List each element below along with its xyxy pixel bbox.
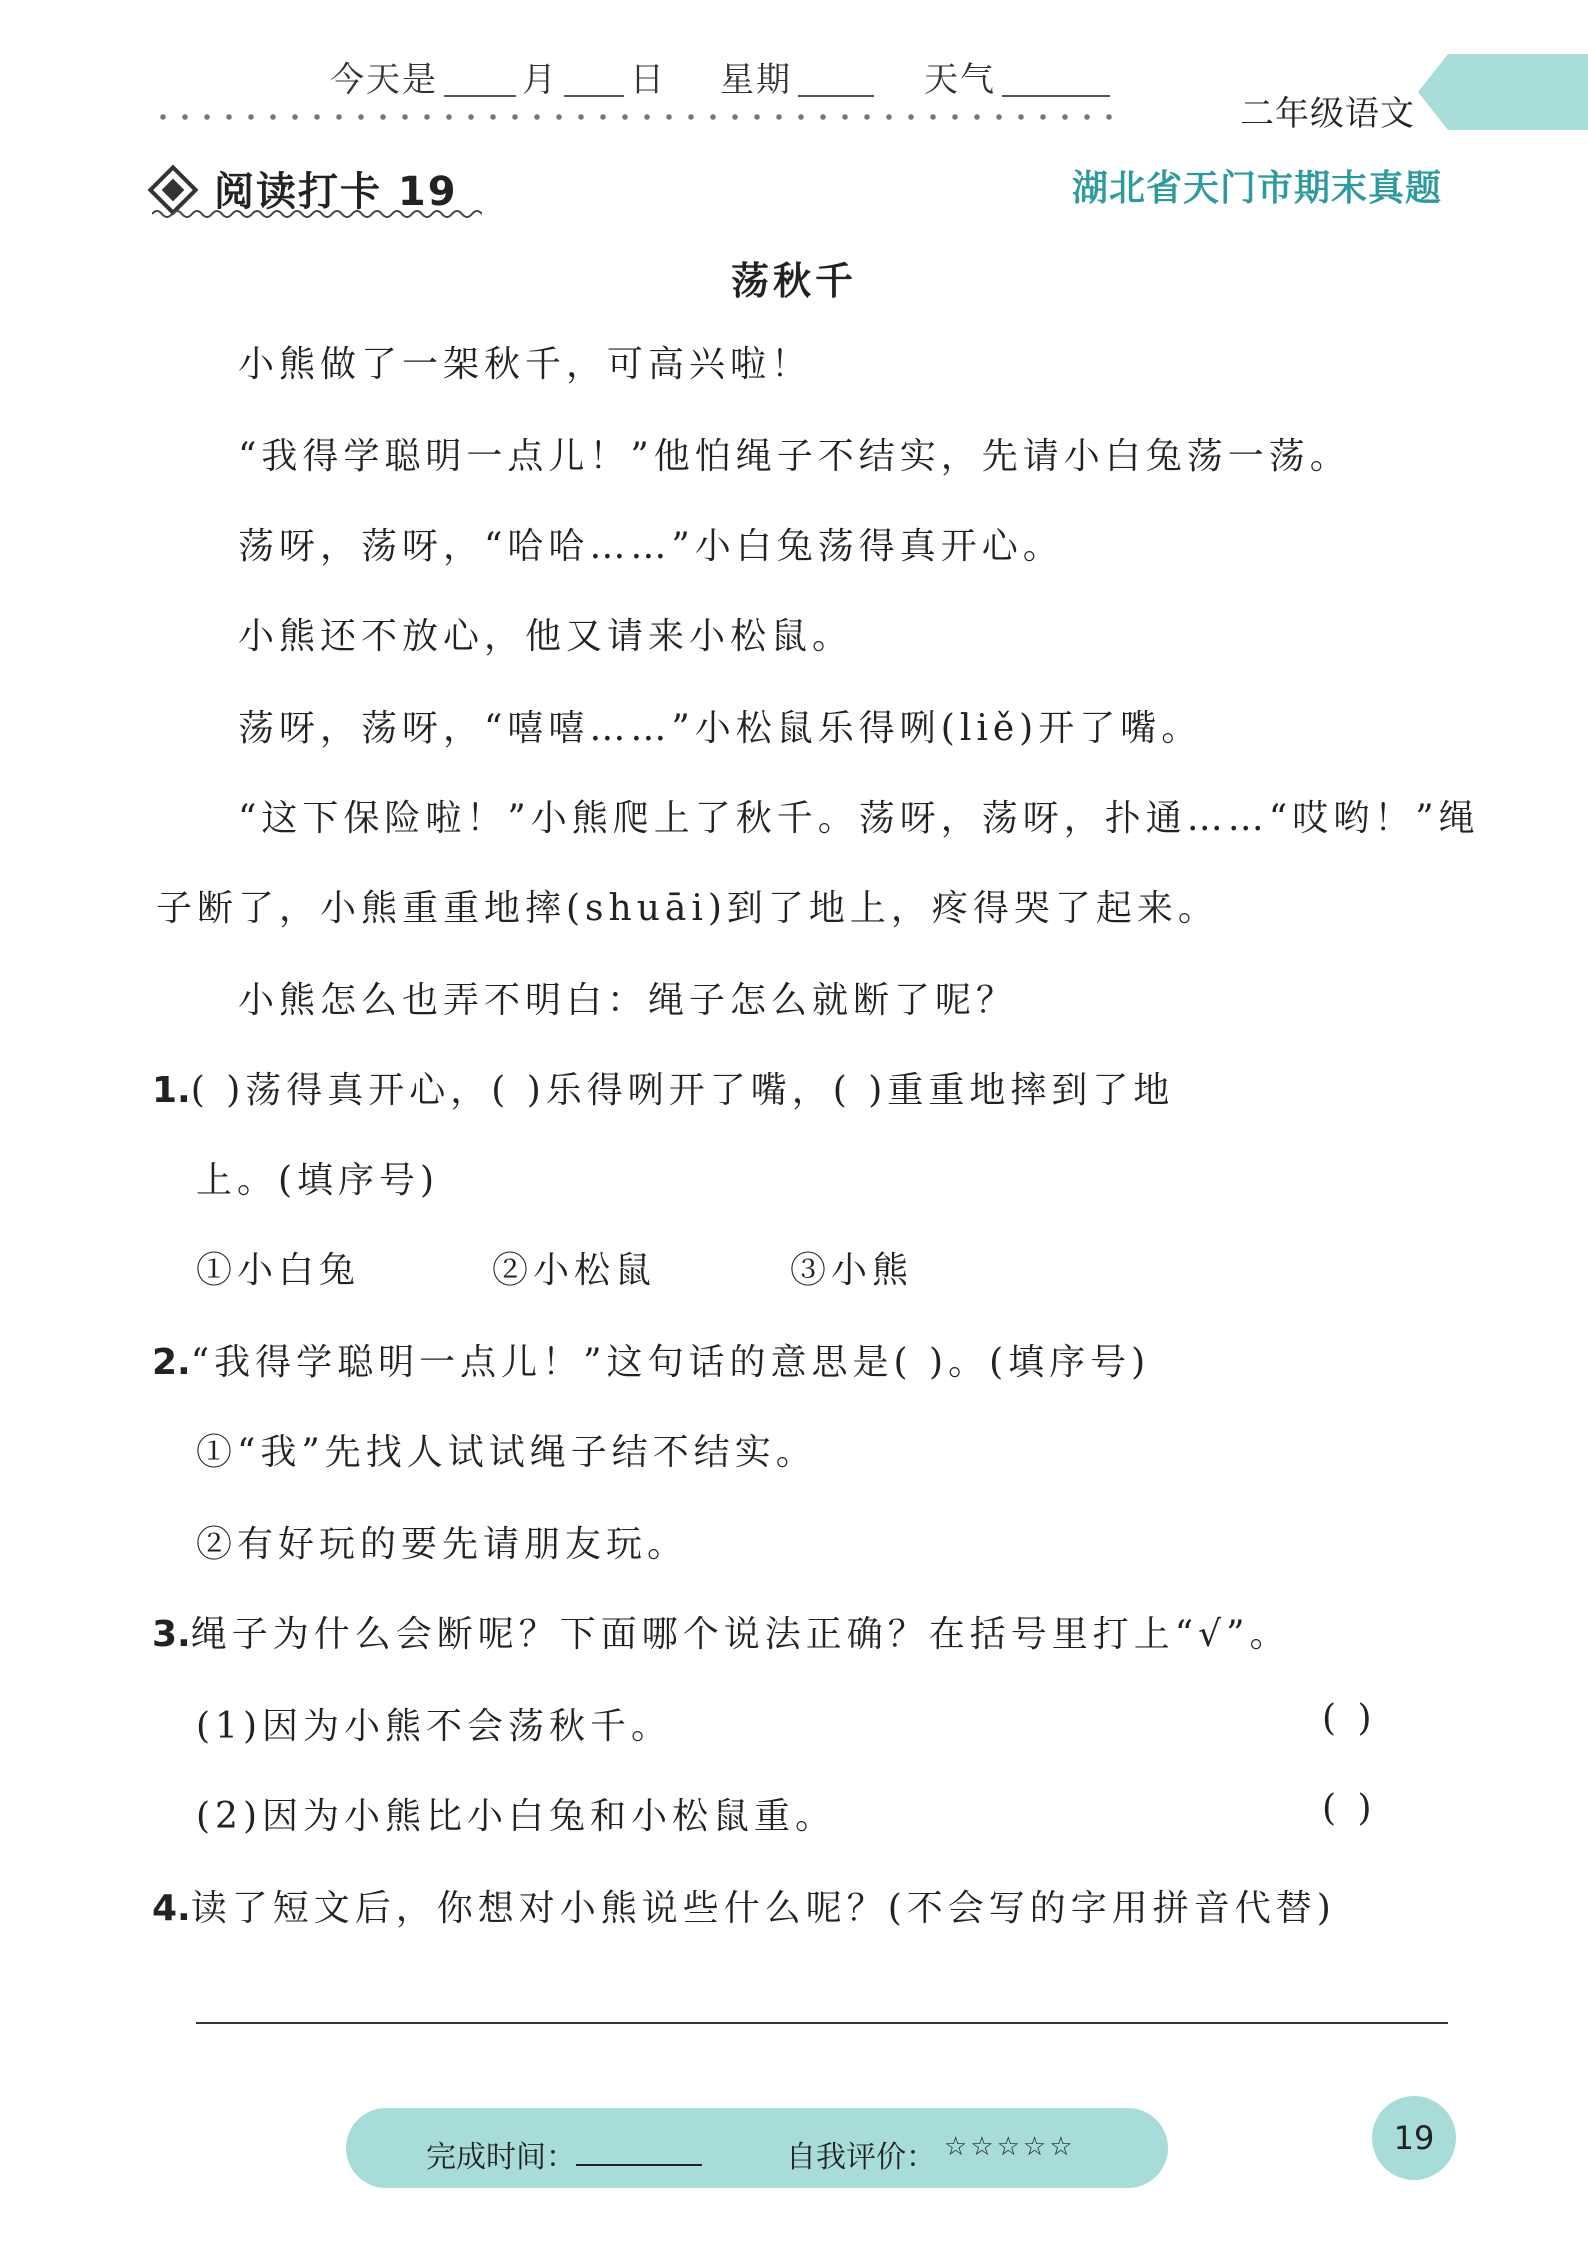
question-1-text[interactable]: ( )荡得真开心，( )乐得咧开了嘴，( )重重地摔到了地 bbox=[190, 1070, 1175, 1111]
weekday-blank[interactable] bbox=[798, 65, 874, 97]
story-line: 小熊还不放心，他又请来小松鼠。 bbox=[238, 616, 854, 657]
star-rating[interactable]: ☆☆☆☆☆ bbox=[944, 2132, 1076, 2162]
grade-tab bbox=[1448, 54, 1588, 130]
question-number: 1. bbox=[152, 1070, 191, 1111]
option-2: (2)因为小熊比小白兔和小松鼠重。 bbox=[196, 1796, 836, 1837]
answer-bracket[interactable]: ( ) bbox=[1322, 1698, 1377, 1739]
question-2 bbox=[152, 1334, 1150, 1385]
dotted-divider bbox=[152, 112, 1112, 122]
wavy-underline bbox=[152, 208, 482, 220]
source-label: 湖北省天门市期末真题 bbox=[1072, 168, 1443, 209]
question-number: 3. bbox=[152, 1614, 191, 1655]
month-label: 月 bbox=[522, 60, 558, 100]
question-number: 2. bbox=[152, 1342, 191, 1383]
answer-bracket[interactable]: ( ) bbox=[1322, 1788, 1377, 1829]
story-line: 荡呀，荡呀，“哈哈……”小白兔荡得真开心。 bbox=[238, 526, 1064, 567]
story-line: 小熊怎么也弄不明白：绳子怎么就断了呢？ bbox=[238, 980, 1018, 1021]
story-line: “我得学聪明一点儿！”他怕绳子不结实，先请小白兔荡一荡。 bbox=[238, 436, 1351, 477]
day-blank[interactable] bbox=[564, 65, 624, 97]
section-title: 阅读打卡 19 bbox=[214, 169, 458, 215]
story-title: 荡秋千 bbox=[730, 259, 857, 303]
page-number: 19 bbox=[1372, 2096, 1456, 2180]
option-3: ③小熊 bbox=[790, 1250, 914, 1291]
weather-label: 天气 bbox=[924, 60, 996, 100]
option-1: ①“我”先找人试试绳子结不结实。 bbox=[196, 1432, 817, 1473]
question-1 bbox=[152, 1062, 1174, 1113]
weather-blank[interactable] bbox=[1002, 65, 1110, 97]
question-number: 4. bbox=[152, 1888, 191, 1929]
option-1: (1)因为小熊不会荡秋千。 bbox=[196, 1706, 672, 1747]
question-3-text: 绳子为什么会断呢？下面哪个说法正确？在括号里打上“√”。 bbox=[190, 1614, 1291, 1655]
month-blank[interactable] bbox=[444, 65, 516, 97]
completion-time-blank[interactable] bbox=[576, 2164, 702, 2166]
grade-label: 二年级语文 bbox=[1240, 94, 1415, 134]
story-line: 荡呀，荡呀，“嘻嘻……”小松鼠乐得咧(liě)开了嘴。 bbox=[238, 708, 1203, 749]
question-4 bbox=[152, 1880, 1336, 1931]
story-line: “这下保险啦！”小熊爬上了秋千。荡呀，荡呀，扑通……“哎哟！”绳 bbox=[238, 798, 1480, 839]
weekday-label: 星期 bbox=[720, 60, 792, 100]
self-eval-label: 自我评价： bbox=[786, 2140, 936, 2175]
today-label: 今天是 bbox=[330, 60, 438, 100]
question-1-line2: 上。(填序号) bbox=[196, 1160, 440, 1201]
option-2: ②有好玩的要先请朋友玩。 bbox=[196, 1524, 689, 1565]
day-label: 日 bbox=[630, 60, 666, 100]
question-3 bbox=[152, 1606, 1290, 1657]
story-line: 小熊做了一架秋千，可高兴啦！ bbox=[238, 344, 813, 385]
question-2-text[interactable]: “我得学聪明一点儿！”这句话的意思是( )。(填序号) bbox=[190, 1342, 1151, 1383]
story-line: 子断了，小熊重重地摔(shuāi)到了地上，疼得哭了起来。 bbox=[156, 888, 1219, 929]
option-1: ①小白兔 bbox=[196, 1250, 361, 1291]
answer-line[interactable] bbox=[196, 2022, 1448, 2024]
option-2: ②小松鼠 bbox=[492, 1250, 657, 1291]
question-4-text: 读了短文后，你想对小熊说些什么呢？(不会写的字用拼音代替) bbox=[190, 1888, 1336, 1929]
date-weather-line bbox=[330, 52, 1116, 101]
completion-time-label: 完成时间： bbox=[426, 2140, 576, 2175]
